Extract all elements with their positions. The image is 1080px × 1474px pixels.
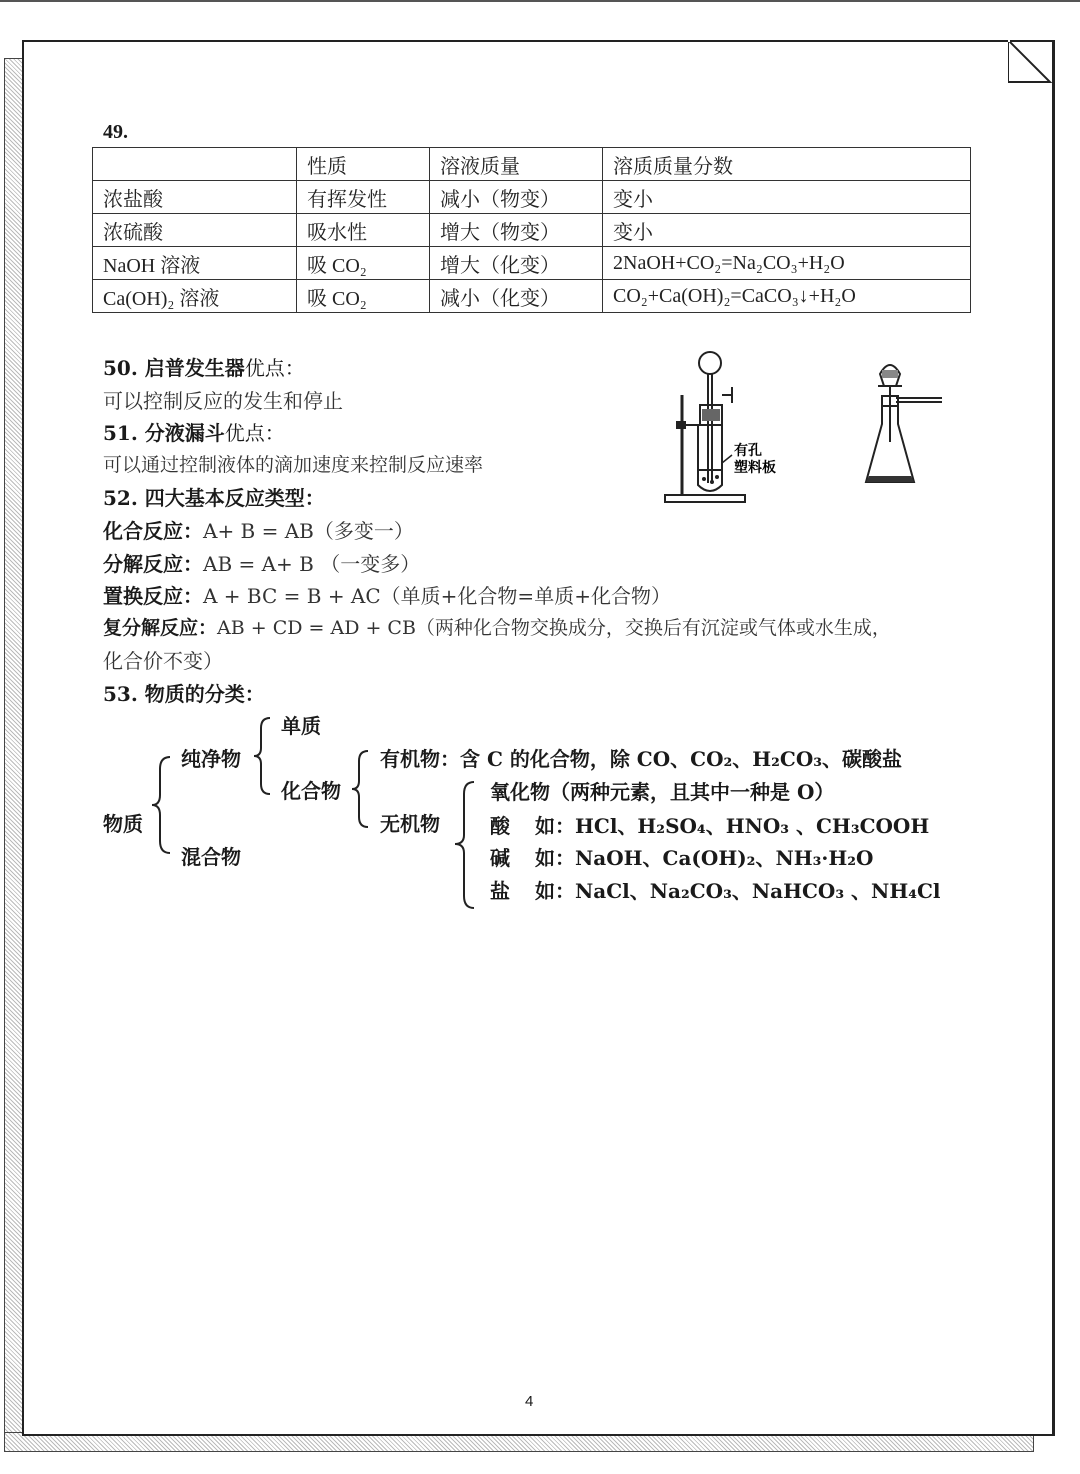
node-mixture: 混合物 xyxy=(181,845,241,869)
page-number: 4 xyxy=(525,1393,534,1410)
table-cell: 吸 CO₂ xyxy=(297,247,430,280)
page-shadow-left xyxy=(4,58,24,1452)
table-cell: 减小（物变） xyxy=(430,181,603,214)
q52-item xyxy=(103,519,414,543)
brace-root xyxy=(150,755,174,855)
q50-title-bold: 50. 启普发生器 xyxy=(103,356,245,380)
table-row xyxy=(93,247,971,280)
q52-item-text: AB + CD = AD + CB（两种化合物交换成分，交换后有沉淀或气体或水生成， xyxy=(217,617,891,639)
table-cell: 浓盐酸 xyxy=(93,181,297,214)
q49-number: 49. xyxy=(103,121,128,143)
node-compound: 化合物 xyxy=(281,779,341,803)
q52-item-label: 置换反应： xyxy=(103,584,203,608)
q52-continuation: 化合价不变） xyxy=(103,649,223,673)
table-cell: 2NaOH+CO₂=Na₂CO₃+H₂O xyxy=(603,247,971,280)
q51-title-bold: 51. 分液漏斗 xyxy=(103,421,225,445)
table-cell: 吸 CO₂ xyxy=(297,280,430,313)
table-header-row xyxy=(93,148,971,181)
table-header-cell: 性质 xyxy=(297,148,430,181)
table-cell: 变小 xyxy=(603,181,971,214)
q50-body: 可以控制反应的发生和停止 xyxy=(103,389,343,413)
table-cell: 增大（化变） xyxy=(430,247,603,280)
node-salt-label: 盐 xyxy=(490,879,510,903)
q52-item-label: 复分解反应： xyxy=(103,617,218,639)
table-cell: 浓硫酸 xyxy=(93,214,297,247)
q51-title xyxy=(103,421,285,445)
node-pure: 纯净物 xyxy=(181,747,241,771)
table-row xyxy=(93,181,971,214)
apparatus-label-2: 塑料板 xyxy=(734,460,776,476)
q51-title-rest: 优点： xyxy=(224,421,285,445)
node-base-examples: 如：NaOH、Ca(OH)₂、NH₃·H₂O xyxy=(535,846,874,870)
folded-corner-icon xyxy=(1008,40,1052,84)
node-salt-examples: 如：NaCl、Na₂CO₃、NaHCO₃ 、NH₄Cl xyxy=(535,879,941,903)
table-header-cell: 溶质质量分数 xyxy=(603,148,971,181)
node-base-label: 碱 xyxy=(490,846,510,870)
node-acid-label: 酸 xyxy=(490,814,510,838)
table-cell: Ca(OH)₂ 溶液 xyxy=(93,280,297,313)
separatory-funnel-illustration xyxy=(860,352,950,492)
table-cell: 变小 xyxy=(603,214,971,247)
top-rule xyxy=(0,0,1080,2)
apparatus-label-1: 有孔 xyxy=(734,443,762,459)
q50-title-rest: 优点： xyxy=(244,356,305,380)
q52-item-label: 化合反应： xyxy=(103,519,203,543)
q52-item xyxy=(103,617,891,640)
q52-title: 52. 四大基本反应类型： xyxy=(103,486,325,510)
q52-item xyxy=(103,552,420,576)
node-root: 物质 xyxy=(103,812,143,836)
q51-body: 可以通过控制液体的滴加速度来控制反应速率 xyxy=(103,454,484,476)
q52-item-text: A+ B = AB（多变一） xyxy=(203,519,414,543)
kipp-apparatus-illustration xyxy=(660,345,800,510)
node-acid-examples: 如：HCl、H₂SO₄、HNO₃ 、CH₃COOH xyxy=(535,814,930,838)
q50-title xyxy=(103,356,305,380)
table-row xyxy=(93,214,971,247)
q52-item xyxy=(103,584,671,608)
q52-item-text: A + BC = B + AC（单质+化合物=单质+化合物） xyxy=(203,584,671,608)
table-cell: 增大（物变） xyxy=(430,214,603,247)
q52-item-label: 分解反应： xyxy=(103,552,203,576)
q52-item-text: AB = A+ B （一变多） xyxy=(203,552,421,576)
table-cell: 减小（化变） xyxy=(430,280,603,313)
node-element: 单质 xyxy=(281,714,321,738)
brace-compound xyxy=(350,749,372,829)
node-oxide: 氧化物（两种元素，且其中一种是 O） xyxy=(490,780,835,804)
node-inorganic: 无机物 xyxy=(380,812,440,836)
table-header-cell: 溶液质量 xyxy=(430,148,603,181)
table-cell: 有挥发性 xyxy=(297,181,430,214)
table-header-cell xyxy=(93,148,297,181)
q49-table xyxy=(92,147,971,313)
table-cell: NaOH 溶液 xyxy=(93,247,297,280)
node-organic: 有机物：含 C 的化合物，除 CO、CO₂、H₂CO₃、碳酸盐 xyxy=(380,747,903,771)
table-cell: CO₂+Ca(OH)₂=CaCO₃↓+H₂O xyxy=(603,280,971,313)
brace-inorganic xyxy=(452,780,478,910)
table-row xyxy=(93,280,971,313)
table-cell: 吸水性 xyxy=(297,214,430,247)
brace-pure xyxy=(252,716,274,796)
q53-title: 53. 物质的分类： xyxy=(103,682,265,706)
